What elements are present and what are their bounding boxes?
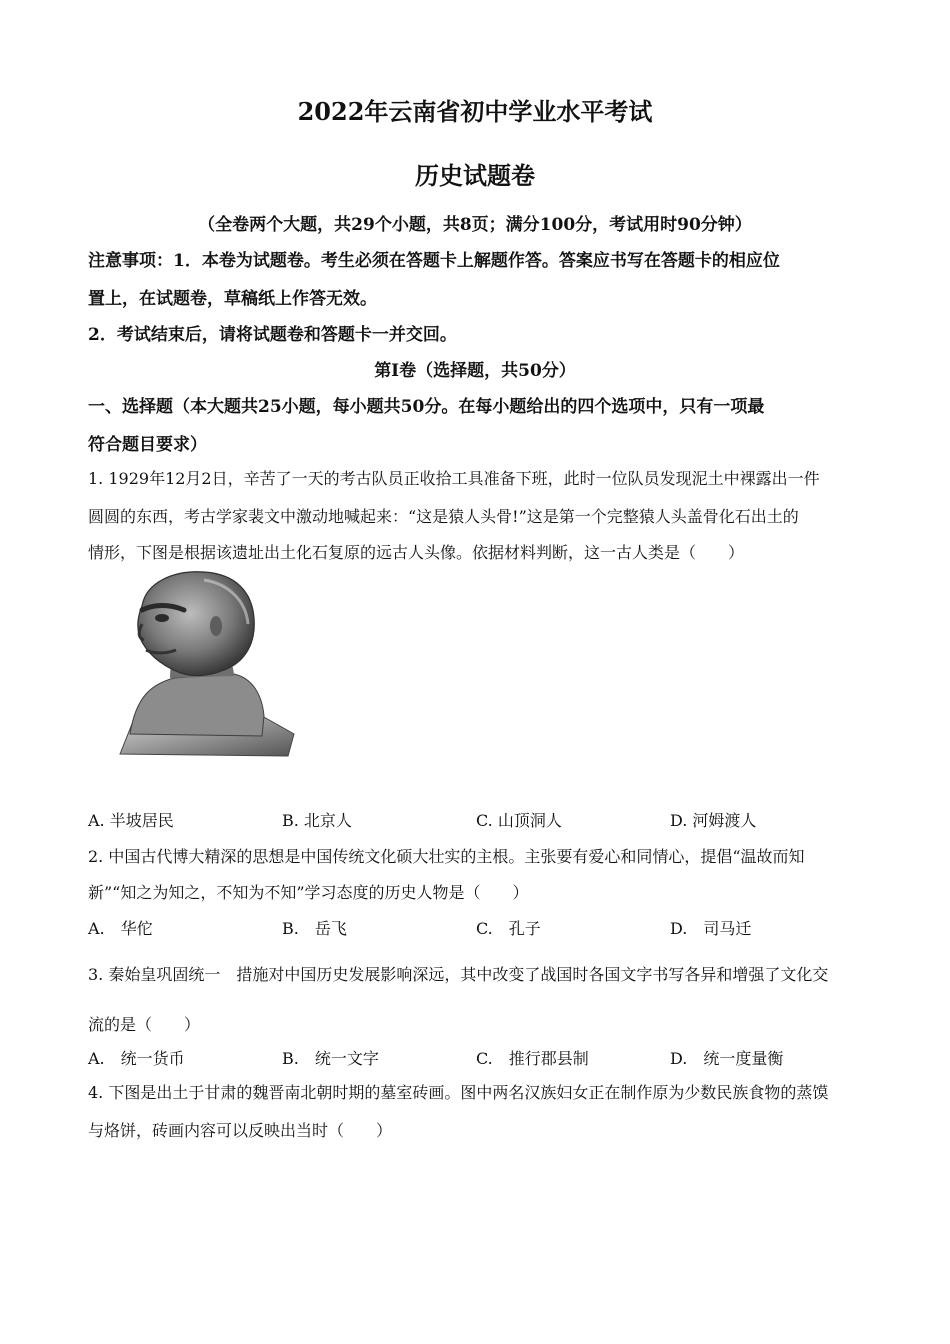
exam-subtitle: 历史试题卷: [415, 161, 535, 190]
question-1-option-c: C. 山顶洞人: [476, 811, 562, 830]
question-1-line-1: 1. 1929年12月2日，辛苦了一天的考古队员正收拾工具准备下班，此时一位队员发现泥土中裸露出一件: [88, 469, 820, 488]
section-heading-line-2: 符合题目要求）: [88, 435, 207, 455]
question-4-line-1: 4. 下图是出土于甘肃的魏晋南北朝时期的墓室砖画。图中两名汉族妇女正在制作原为少数民族食物的蒸馍: [88, 1083, 829, 1102]
question-3-option-d: D. 统一度量衡: [670, 1049, 784, 1068]
question-3-line-2: 流的是（ ）: [88, 1015, 201, 1034]
notes-line-1: 注意事项：1．本卷为试题卷。考生必须在答题卡上解题作答。答案应书写在答题卡的相应位: [88, 251, 780, 271]
question-3-option-a: A. 统一货币: [88, 1049, 185, 1068]
question-1-line-2: 圆圆的东西，考古学家裴文中激动地喊起来：“这是猿人头骨!”这是第一个完整猿人头盖骨化石出土的: [88, 507, 799, 526]
question-4-line-2: 与烙饼，砖画内容可以反映出当时（ ）: [88, 1121, 393, 1140]
exam-info: （全卷两个大题，共29个小题，共8页；满分100分，考试用时90分钟）: [198, 215, 752, 235]
question-2-option-a: A. 华佗: [88, 919, 153, 938]
question-1-option-a: A. 半坡居民: [88, 811, 174, 830]
question-3-option-b: B. 统一文字: [282, 1049, 379, 1068]
question-3-option-c: C. 推行郡县制: [476, 1049, 589, 1068]
notes-line-3: 2．考试结束后，请将试题卷和答题卡一并交回。: [88, 325, 457, 345]
peking-man-bust-image: [112, 566, 302, 771]
section-heading-line-1: 一、选择题（本大题共25小题，每小题共50分。在每小题给出的四个选项中，只有一项最: [88, 397, 765, 417]
question-1-option-d: D. 河姆渡人: [670, 811, 757, 830]
question-1-line-3: 情形，下图是根据该遗址出土化石复原的远古人头像。依据材料判断，这一古人类是（ ）: [88, 543, 745, 562]
exam-title: 2022年云南省初中学业水平考试: [297, 97, 653, 126]
question-2-line-2: 新”“知之为知之，不知为不知”学习态度的历史人物是（ ）: [88, 883, 529, 902]
question-2-option-b: B. 岳飞: [282, 919, 347, 938]
part-heading: 第Ⅰ卷（选择题，共50分）: [374, 361, 576, 381]
question-1-option-b: B. 北京人: [282, 811, 352, 830]
question-2-option-d: D. 司马迁: [670, 919, 752, 938]
question-2-line-1: 2. 中国古代博大精深的思想是中国传统文化硕大壮实的主根。主张要有爱心和同情心，提倡“温故而知: [88, 847, 805, 866]
question-3-line-1: 3. 秦始皇巩固统一 措施对中国历史发展影响深远，其中改变了战国时各国文字书写各异和增强了文化交: [88, 965, 829, 984]
notes-line-2: 置上，在试题卷，草稿纸上作答无效。: [88, 289, 377, 309]
question-2-option-c: C. 孔子: [476, 919, 541, 938]
